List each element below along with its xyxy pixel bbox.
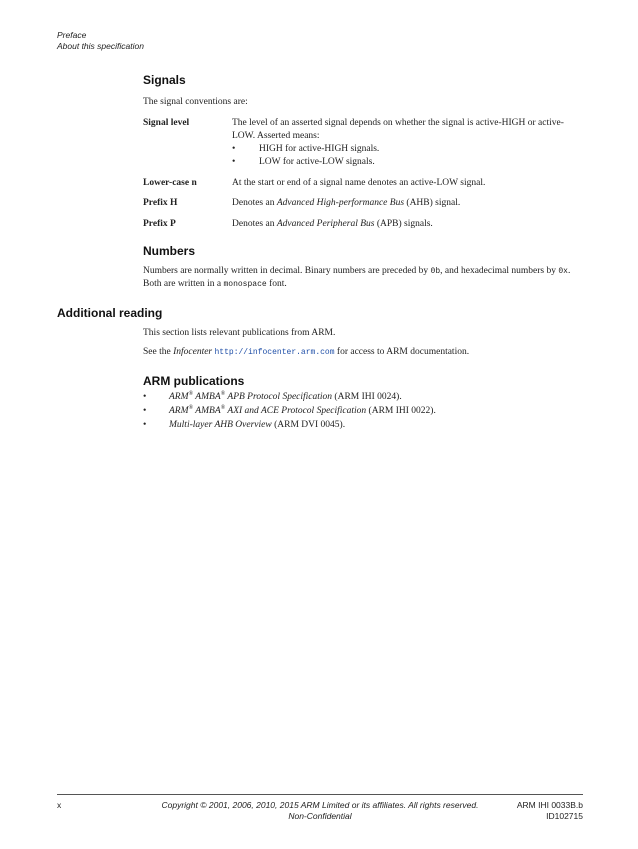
desc-prefix-p: Denotes an Advanced Peripheral Bus (APB) signals.	[232, 219, 433, 229]
running-header	[57, 30, 144, 52]
footer-confidentiality: Non-Confidential	[288, 811, 352, 821]
infocenter-link[interactable]: http://infocenter.arm.com	[214, 348, 335, 357]
footer-center	[130, 800, 510, 822]
arm-publications-heading: ARM publications	[143, 374, 245, 388]
publication-item	[143, 405, 543, 418]
desc-signal-level: The level of an asserted signal depends on whether the signal is active-HIGH or active-LOW. Asserted means:	[232, 118, 564, 141]
bullet-marker: •	[143, 420, 147, 430]
code-binary-prefix: 0b	[430, 267, 441, 276]
publication-item	[143, 419, 543, 432]
footer-divider	[57, 794, 583, 795]
term-prefix-h: Prefix H	[143, 198, 178, 208]
publication-citation: ARM® AMBA® AXI and ACE Protocol Specification (ARM IHI 0022).	[169, 404, 436, 416]
bullet-text: HIGH for active-HIGH signals.	[259, 144, 380, 154]
bullet-marker: •	[143, 392, 147, 402]
term-signal-level: Signal level	[143, 118, 190, 128]
publication-item	[143, 391, 543, 404]
numbers-heading: Numbers	[143, 244, 196, 258]
term-lower-case-n: Lower-case n	[143, 178, 197, 188]
code-hex-prefix: 0x	[558, 267, 568, 276]
additional-intro: This section lists relevant publications from ARM.	[143, 328, 336, 338]
signals-intro: The signal conventions are:	[143, 97, 248, 107]
signal-level-bullet-2	[232, 156, 532, 169]
bullet-marker: •	[143, 406, 147, 416]
code-monospace: monospace	[223, 280, 267, 289]
publication-citation: ARM® AMBA® APB Protocol Specification (ARM IHI 0024).	[169, 390, 402, 402]
signals-heading: Signals	[143, 73, 186, 87]
bullet-marker: •	[232, 144, 236, 154]
bullet-text: LOW for active-LOW signals.	[259, 157, 375, 167]
desc-prefix-h: Denotes an Advanced High-performance Bus (AHB) signal.	[232, 198, 461, 208]
footer-doc-code: ID102715	[546, 811, 583, 821]
header-section: About this specification	[57, 41, 144, 51]
numbers-paragraph: Numbers are normally written in decimal. Binary numbers are preceded by 0b, and hexadecimal numbers by 0x. Both are written in a monospace font.	[143, 266, 571, 289]
publication-citation: Multi-layer AHB Overview (ARM DVI 0045).	[169, 420, 346, 430]
infocenter-paragraph: See the Infocenter http://infocenter.arm.com for access to ARM documentation.	[143, 347, 470, 357]
bullet-marker: •	[232, 157, 236, 167]
header-chapter: Preface	[57, 30, 87, 40]
term-prefix-p: Prefix P	[143, 219, 176, 229]
footer-copyright: Copyright © 2001, 2006, 2010, 2015 ARM Limited or its affiliates. All rights reserved.	[161, 800, 479, 810]
footer-doc-ids	[517, 800, 583, 822]
footer-doc-id: ARM IHI 0033B.b	[516, 800, 583, 810]
footer-page-number: x	[57, 800, 62, 810]
additional-reading-heading: Additional reading	[57, 306, 163, 320]
desc-lower-case-n: At the start or end of a signal name denotes an active-LOW signal.	[232, 178, 486, 188]
signal-level-bullet-1	[232, 143, 532, 156]
